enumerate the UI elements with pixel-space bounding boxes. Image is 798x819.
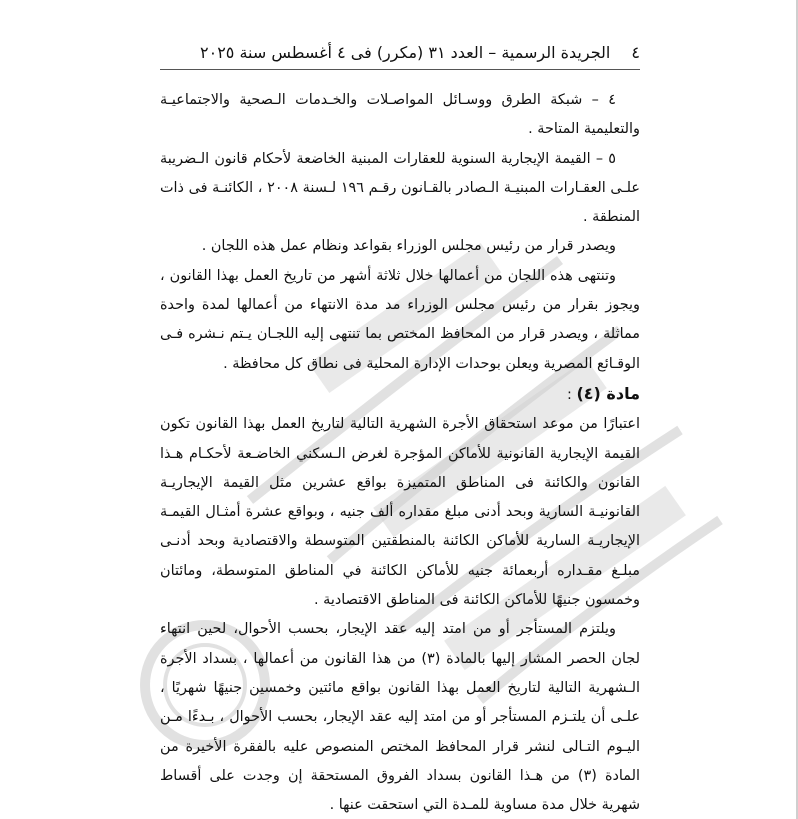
document-body [160,86,640,819]
paragraph-committee-deadline: وتنتهى هذه اللجان من أعمالها خلال ثلاثة أشهر من تاريخ العمل بهذا القانون ، ويجوز بقرار من رئيس مجلس الوزراء مد مدة الانتهاء من أعمالها لمدة واحدة مماثلة ، ويصدر قرار من المحافظ المختص بما تنتهى إليه اللجـان يـتم نـشره فـى الوقـائع المصرية ويعلن بوحدات الإدارة المحلية فى نطاق كل محافظة . [160,267,640,372]
paragraph-article-4-rent: اعتبارًا من موعد استحقاق الأجرة الشهرية التالية لتاريخ العمل بهذا القانون تكون القيمة الإيجارية القانونية للأماكن المؤجرة لغرض الـسكني الخاضـعة لأحكـام هـذا القانون والكائنة فى المناطق المتميزة بواقع عشرين مثل القيمة الإيجاريـة القانونيـة السارية وبحد أدنى مبلغ مقداره ألف جنيه ، وبواقع عشرة أمثـال القيمـة الإيجاريـة السارية للأماكن الكائنة بالمنطقتين المتوسطة والاقتصادية وبحد أدنـى مبلـغ مقـداره أربعمائة جنيه للأماكن الكائنة في المناطق المتوسطة، ومائتان وخمسون جنيهًا للأماكن الكائنة فى المناطق الاقتصادية . [160,416,640,609]
paragraph-committee-rules: ويصدر قرار من رئيس مجلس الوزراء بقواعد ونظام عمل هذه اللجان . [201,238,616,255]
paragraph-article-4-tenant: ويلتزم المستأجر أو من امتد إليه عقد الإيجار، بحسب الأحوال، لحين انتهاء لجان الحصر المشار إليها بالمادة (٣) من هذا القانون من أعمالها ، بسداد الأجرة الـشهرية التالية لتاريخ العمل بهذا القانون بواقع مائتين وخمسين جنيهًا شهريًا ، علـى أن يلتـزم المستأجر أو من امتد إليه عقد الإيجار، بحسب الأحوال ، بـدءًا مـن اليـوم التـالى لنشر قرار المحافظ المختص المنصوص عليه بالفقرة الأخيرة من المادة (٣) من هـذا القانون بسداد الفروق المستحقة إن وجدت على أقساط شهرية خلال مدة مساوية للمـدة التي استحقت عنها . [160,621,640,814]
header-rule [160,69,640,70]
article-suffix: : [567,386,577,403]
article-heading [160,379,640,410]
page-header [160,40,640,70]
article-label: مادة (٤) [576,383,640,403]
paragraph-item-5: ٥ – القيمة الإيجارية السنوية للعقارات المبنية الخاضعة لأحكام قانون الـضريبة علـى العقـارات المبنيـة الـصادر بالقـانون رقـم ١٩٦ لـسنة ٢٠٠٨ ، الكائنـة فى ذات المنطقة . [160,150,640,226]
paragraph-item-4: ٤ – شبكة الطرق ووسـائل المواصـلات والخـدمات الـصحية والاجتماعيـة والتعليمية المتاحة . [160,92,640,138]
page-number: ٤ [631,43,640,62]
gazette-title: الجريدة الرسمية – العدد ٣١ (مكرر) فى ٤ أغسطس سنة ٢٠٢٥ [200,43,611,62]
